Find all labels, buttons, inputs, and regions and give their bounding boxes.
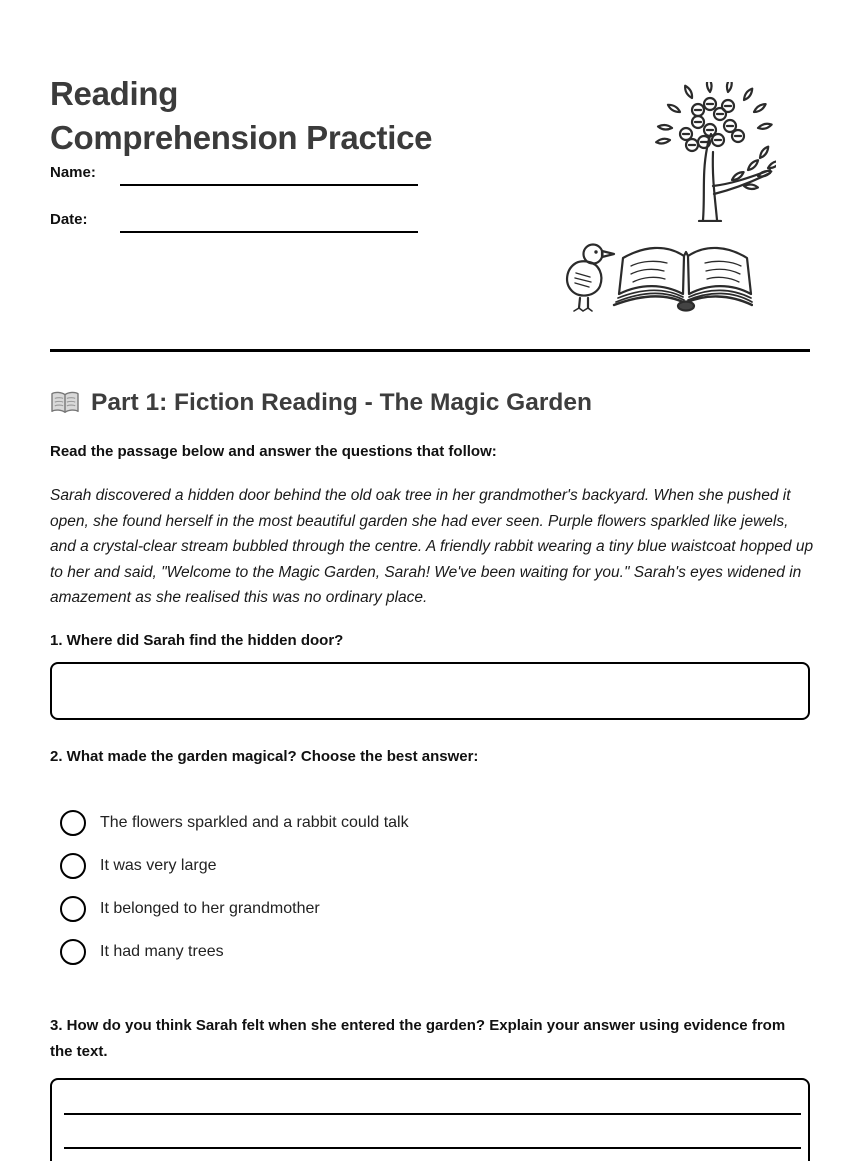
- option-row-4[interactable]: [60, 939, 409, 965]
- name-input-line[interactable]: [120, 164, 418, 186]
- chick-and-open-book-illustration: [563, 238, 753, 316]
- question-3: 3. How do you think Sarah felt when she entered the garden? Explain your answer using evidence from the text.: [50, 1017, 786, 1060]
- writing-line: [64, 1147, 801, 1149]
- page-title: [50, 72, 432, 160]
- chick-line-art: [567, 245, 614, 312]
- radio-button-option-4[interactable]: [60, 939, 86, 965]
- option-4-label: It had many trees: [100, 943, 224, 960]
- writing-line: [64, 1113, 801, 1115]
- question-2-options: [60, 810, 409, 982]
- date-input-line[interactable]: [120, 211, 418, 233]
- tree-sprig-illustration: [646, 82, 776, 222]
- page-title-line1: Reading: [50, 75, 179, 113]
- instruction-text: Read the passage below and answer the questions that follow:: [50, 443, 497, 460]
- reading-passage: Sarah discovered a hidden door behind the old oak tree in her grandmother's backyard. When she pushed it open, she found herself in the most beautiful garden she had ever seen. Purple flowers sparkled like jewels, and a crystal-clear stream bubbled through the centre. A friendly rabbit wearing a tiny blue waistcoat hopped up to her and said, "Welcome to the Magic Garden, Sarah! We've been waiting for you." Sarah's eyes widened in amazement as she realised this was no ordinary place.: [50, 487, 814, 606]
- name-label: Name:: [50, 164, 96, 181]
- option-row-1[interactable]: [60, 810, 409, 836]
- part1-heading-text: Part 1: Fiction Reading - The Magic Garden: [91, 389, 592, 416]
- question-1: 1. Where did Sarah find the hidden door?: [50, 632, 344, 649]
- radio-button-option-3[interactable]: [60, 896, 86, 922]
- part1-heading: [50, 387, 592, 419]
- question-2: 2. What made the garden magical? Choose the best answer:: [50, 748, 479, 765]
- answer-box-q1[interactable]: [50, 662, 810, 720]
- option-row-2[interactable]: [60, 853, 409, 879]
- date-label: Date:: [50, 211, 88, 228]
- date-field-row: [50, 211, 418, 233]
- open-book-line-art: [614, 248, 752, 311]
- radio-button-option-2[interactable]: [60, 853, 86, 879]
- name-field-row: [50, 164, 418, 186]
- option-row-3[interactable]: [60, 896, 409, 922]
- answer-box-q3[interactable]: [50, 1078, 810, 1161]
- page-title-line2: Comprehension Practice: [50, 119, 433, 157]
- option-2-label: It was very large: [100, 857, 217, 874]
- section-divider: [50, 349, 810, 352]
- option-1-label: The flowers sparkled and a rabbit could talk: [100, 814, 409, 831]
- open-book-icon: [50, 390, 80, 416]
- option-3-label: It belonged to her grandmother: [100, 900, 320, 917]
- radio-button-option-1[interactable]: [60, 810, 86, 836]
